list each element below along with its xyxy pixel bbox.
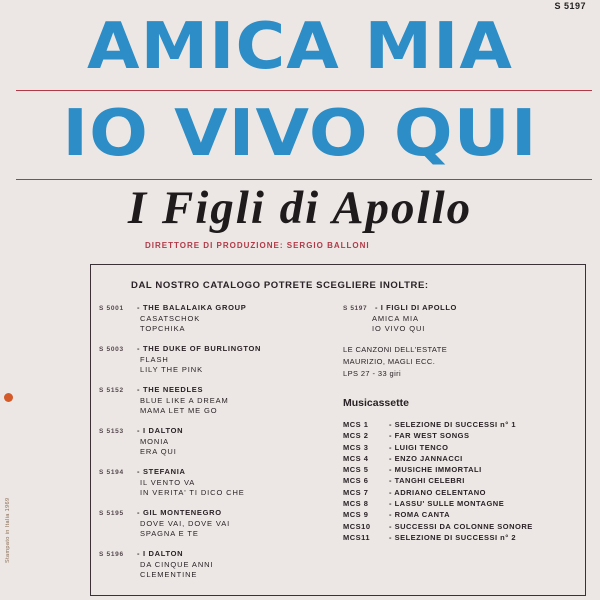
musicassette-title: - MUSICHE IMMORTALI [389, 465, 482, 475]
musicassette-title: - ROMA CANTA [389, 510, 450, 520]
entry-song: DOVE VAI, DOVE VAI [140, 519, 231, 528]
entry-header [99, 467, 339, 478]
catalog-entry [99, 549, 339, 580]
entry-song: CLEMENTINE [140, 570, 198, 579]
entry-header [99, 303, 339, 314]
musicassette-title: - SELEZIONE DI SUCCESSI n° 1 [389, 420, 517, 429]
entry-header [99, 385, 339, 396]
musicassette-title: - SELEZIONE DI SUCCESSI n° 2 [389, 532, 517, 542]
musicassette-row [343, 464, 583, 475]
musicassette-code: MCS 5 [343, 465, 369, 475]
musicassette-code: MCS 7 [343, 487, 369, 497]
musicassette-row [343, 487, 583, 498]
catalog-entry [99, 508, 339, 539]
musicassette-code: MCS 4 [343, 453, 369, 463]
catalog-right-column [343, 303, 583, 543]
entry-song: MONIA [140, 437, 170, 446]
entry-code: S 5194 [99, 469, 124, 476]
musicassette-row [343, 532, 583, 543]
entry-song: BLUE LIKE A DREAM [140, 396, 229, 405]
artist-name: I Figli di Apollo [127, 182, 473, 234]
entry-artist: - GIL MONTENEGRO [137, 508, 222, 517]
entry-song: ERA QUI [140, 447, 177, 456]
entry-artist: - I FIGLI DI APOLLO [375, 303, 457, 312]
musicassette-code: MCS 9 [343, 510, 369, 520]
musicassette-row [343, 430, 583, 441]
musicassette-heading: Musicassette [343, 397, 409, 409]
catalog-number: S 5197 [554, 1, 586, 11]
catalog-entry [99, 303, 339, 334]
musicassette-row [343, 475, 583, 486]
musicassette-code: MCS11 [343, 532, 371, 542]
musicassette-title: - ENZO JANNACCI [389, 453, 463, 463]
title-line-2: IO VIVO QUI [62, 97, 538, 171]
musicassette-row [343, 419, 583, 430]
lp-promo-format: LPS 27 - 33 giri [343, 369, 402, 378]
entry-song: MAMA LET ME GO [140, 406, 218, 415]
musicassette-row [343, 442, 583, 453]
catalog-entry [99, 467, 339, 498]
musicassette-row [343, 521, 583, 532]
entry-song: CASATSCHOK [140, 314, 201, 323]
musicassette-title: - TANGHI CELEBRI [389, 476, 465, 486]
lp-promo [343, 344, 583, 380]
entry-header [99, 549, 339, 560]
entry-song: SPAGNA E TE [140, 529, 199, 538]
entry-artist: - STEFANIA [137, 467, 186, 476]
entry-header [99, 344, 339, 355]
title-line-1: AMICA MIA [87, 10, 513, 84]
entry-song: TOPCHIKA [140, 324, 186, 333]
catalog-entry [99, 426, 339, 457]
catalog-entry [99, 344, 339, 375]
musicassette-list [343, 419, 583, 543]
musicassette-code: MCS 8 [343, 499, 369, 509]
musicassette-title: - FAR WEST SONGS [389, 431, 470, 441]
lp-promo-title: LE CANZONI DELL'ESTATE [343, 345, 448, 354]
musicassette-code: MCS 3 [343, 442, 369, 452]
entry-artist: - I DALTON [137, 549, 184, 558]
side-print-text: Stampato in Italia 1969 [5, 497, 11, 563]
catalog-heading: DAL NOSTRO CATALOGO POTRETE SCEGLIERE INOLTRE: [131, 280, 429, 291]
entry-song: IN VERITA' TI DICO CHE [140, 488, 245, 497]
entry-code: S 5197 [343, 305, 368, 312]
musicassette-title: - SUCCESSI DA COLONNE SONORE [389, 521, 533, 531]
musicassette-code: MCS10 [343, 521, 371, 531]
entry-song: IO VIVO QUI [372, 324, 426, 333]
musicassette-title: - ADRIANO CELENTANO [389, 487, 486, 497]
musicassette-row [343, 498, 583, 509]
entry-code: S 5152 [99, 387, 124, 394]
entry-artist: - I DALTON [137, 426, 184, 435]
musicassette-code: MCS 6 [343, 476, 369, 486]
entry-artist: - THE DUKE OF BURLINGTON [137, 344, 262, 353]
catalog-entry-current [343, 303, 583, 334]
musicassette-title: - LUIGI TENCO [389, 442, 449, 452]
musicassette-row [343, 509, 583, 520]
entry-code: S 5195 [99, 510, 124, 517]
entry-code: S 5196 [99, 551, 124, 558]
entry-code: S 5001 [99, 305, 124, 312]
side-print [0, 380, 10, 580]
entry-artist: - THE NEEDLES [137, 385, 204, 394]
entry-song: FLASH [140, 355, 169, 364]
entry-header [343, 303, 583, 314]
musicassette-code: MCS 2 [343, 431, 369, 441]
producer-credit: DIRETTORE DI PRODUZIONE: SERGIO BALLONI [145, 241, 370, 250]
entry-song: AMICA MIA [372, 314, 419, 323]
entry-code: S 5003 [99, 346, 124, 353]
divider-line [16, 90, 592, 91]
entry-code: S 5153 [99, 428, 124, 435]
entry-song: LILY THE PINK [140, 365, 203, 374]
musicassette-title: - LASSU' SULLE MONTAGNE [389, 499, 505, 509]
musicassette-code: MCS 1 [343, 420, 369, 429]
entry-song: IL VENTO VA [140, 478, 196, 487]
entry-artist: - THE BALALAIKA GROUP [137, 303, 247, 312]
entry-song: DA CINQUE ANNI [140, 560, 214, 569]
catalog-entry [99, 385, 339, 416]
entry-header [99, 426, 339, 437]
musicassette-row [343, 453, 583, 464]
catalog-box [90, 264, 586, 596]
lp-promo-artists: MAURIZIO, MAGLI ECC. [343, 357, 436, 366]
catalog-left-column [99, 303, 339, 590]
entry-header [99, 508, 339, 519]
